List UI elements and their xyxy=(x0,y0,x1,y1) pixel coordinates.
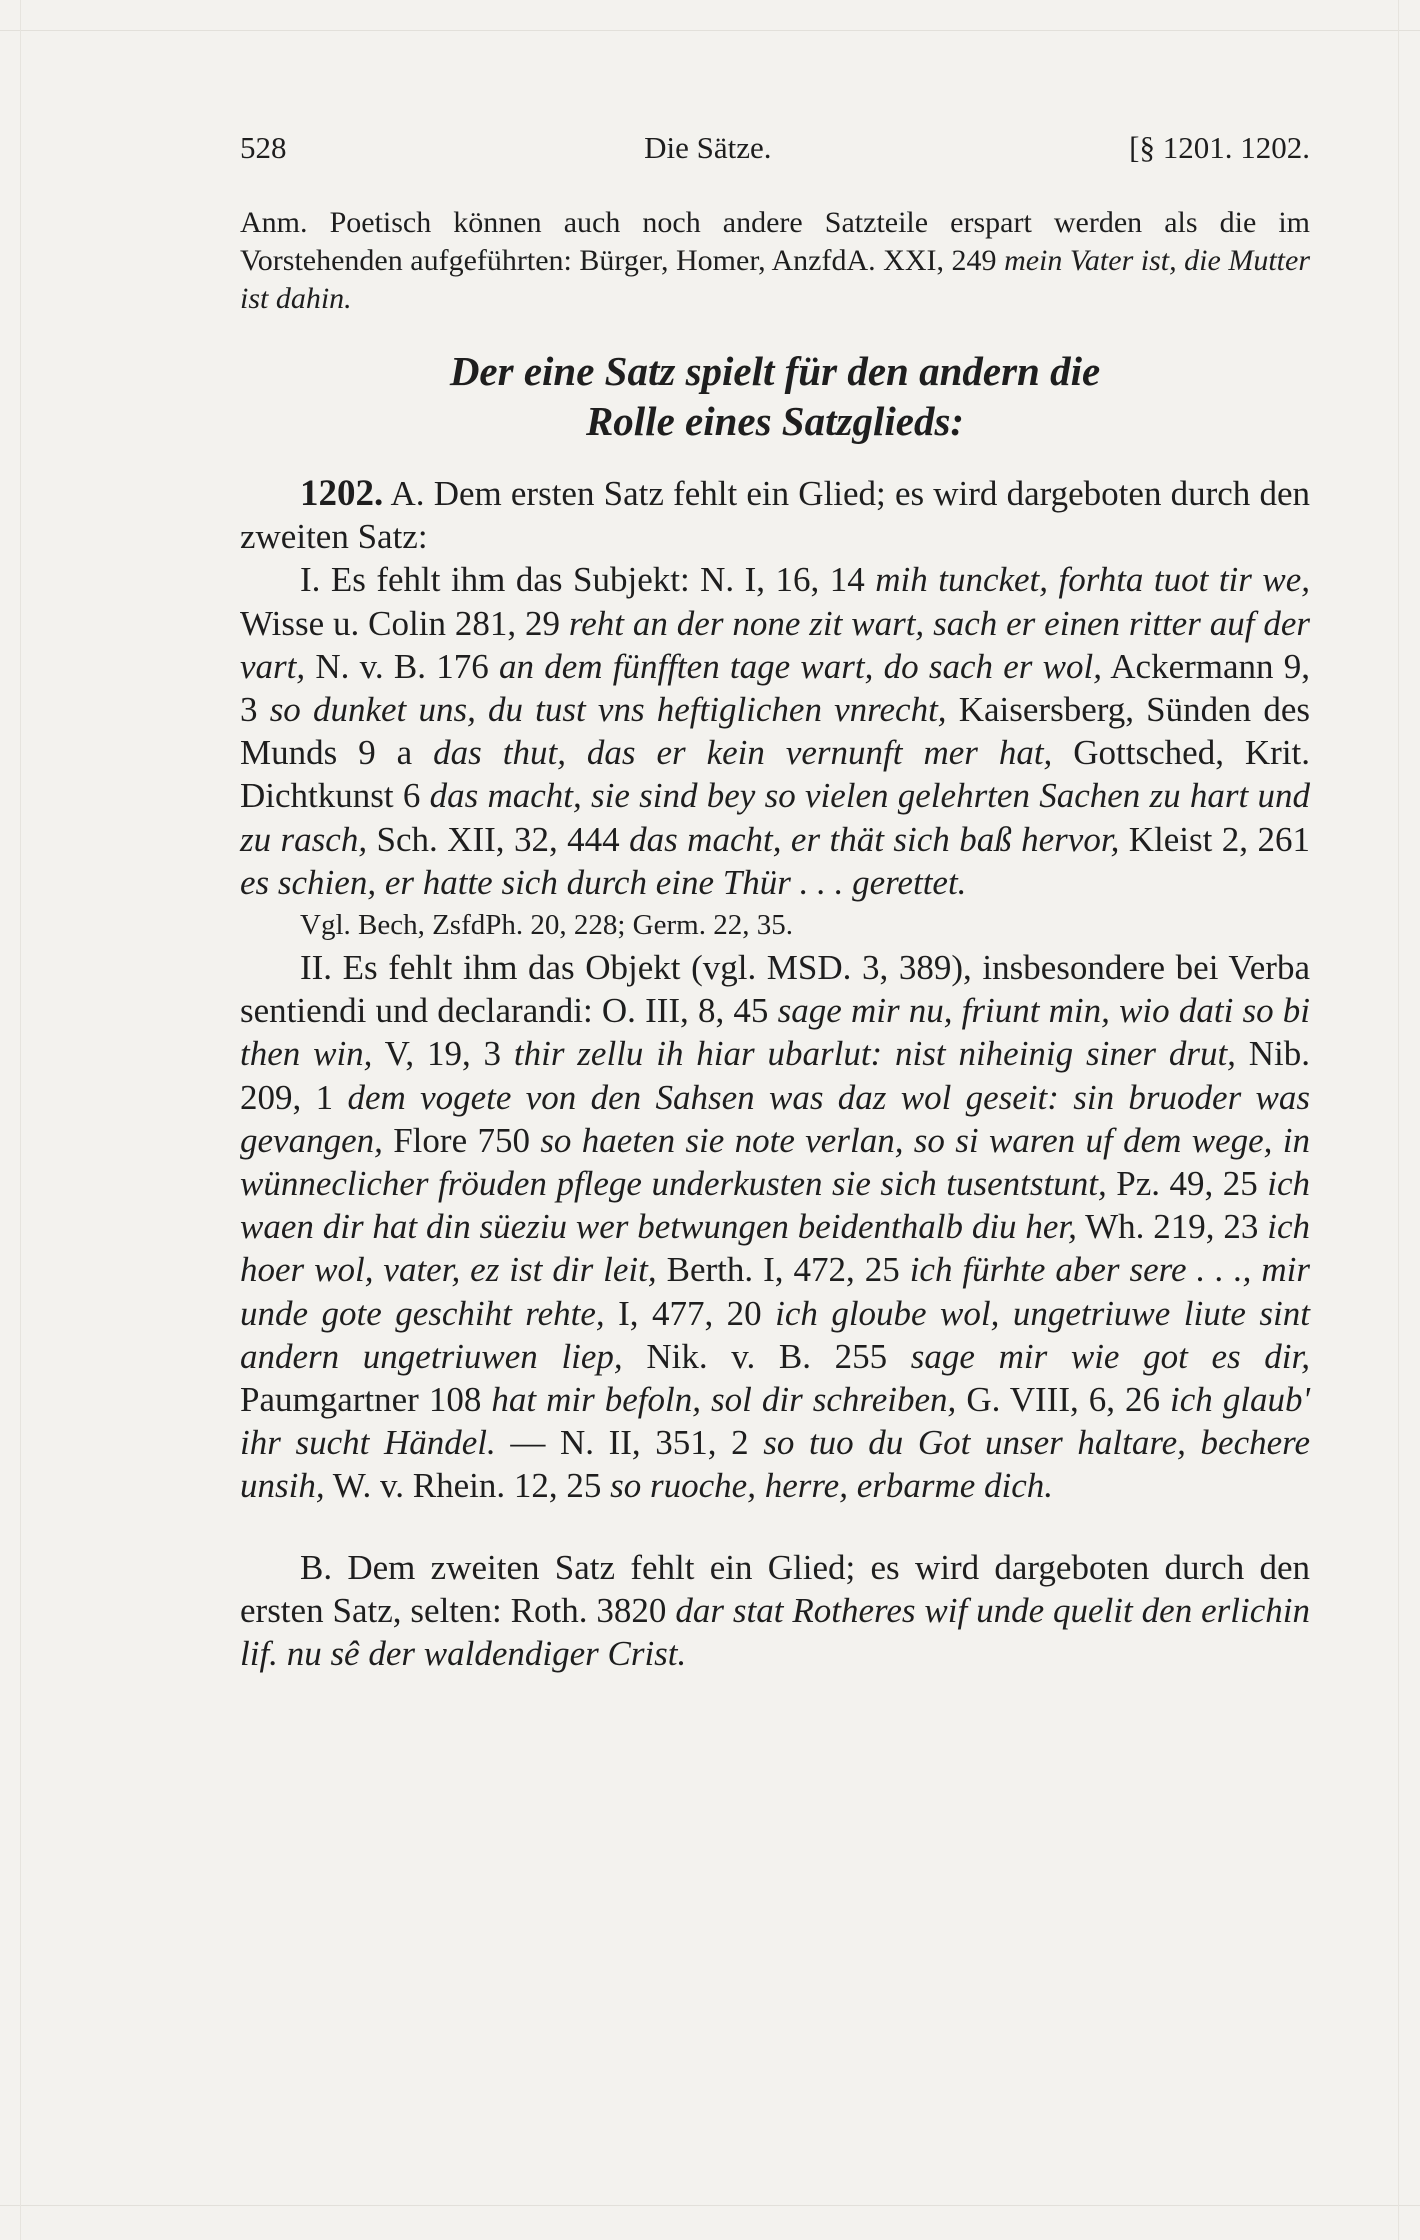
quote-run: ich glaub' ihr sucht Händel. xyxy=(240,1380,1311,1463)
quote-run: ich waen dir hat din süeziu wer betwungen beidenthalb diu her, xyxy=(240,1164,1311,1247)
quote-run: mih tuncket, forhta tuot tir we, xyxy=(875,560,1310,600)
note-quote: mein Vater ist, die Mutter ist dahin. xyxy=(240,244,1310,315)
text-run: Flore 750 xyxy=(393,1120,530,1160)
note-text: Poetisch können auch noch andere Satzteile erspart werden als die im Vorstehenden aufgeführten: Bürger, Homer, AnzfdA. XXI, 249 xyxy=(240,206,1310,277)
body-text xyxy=(240,472,1310,1675)
quote-run: das macht, sie sind bey so vielen gelehrten Sachen zu hart und zu rasch, xyxy=(240,776,1310,859)
running-title: Die Sätze. xyxy=(644,130,772,165)
note-label: Anm. xyxy=(240,206,308,239)
paragraph-text: A. Dem ersten Satz fehlt ein Glied; es wird dargeboten durch den zweiten Satz: xyxy=(240,474,1311,557)
scan-edge xyxy=(20,0,21,2240)
quote-run: ich hoer wol, vater, ez ist dir leit, xyxy=(240,1207,1310,1290)
text-run: I, 477, 20 xyxy=(618,1293,762,1333)
quote-run: hat mir befoln, sol dir schreiben, xyxy=(491,1380,957,1420)
text-run: Sch. XII, 32, 444 xyxy=(376,819,620,859)
quote-run: dem vogete von den Sahsen was daz wol geseit: sin bruoder was gevangen, xyxy=(240,1077,1311,1160)
text-run: G. VIII, 6, 26 xyxy=(966,1380,1161,1420)
text-run: Wh. 219, 23 xyxy=(1085,1207,1259,1247)
quote-run: so haeten sie note verlan, so si waren uf dem wege, in wünneclicher fröuden pflege underkusten sie sich tusentstunt, xyxy=(240,1120,1310,1204)
scan-edge xyxy=(1398,0,1399,2240)
quote-run: thir zellu ih hiar ubarlut: nist niheinig siner drut, xyxy=(513,1034,1236,1074)
text-run: Kleist 2, 261 xyxy=(1128,819,1310,859)
reference-note: Vgl. Bech, ZsfdPh. 20, 228; Germ. 22, 35. xyxy=(300,909,793,942)
quote-run: sage mir wie got es dir, xyxy=(910,1336,1311,1376)
text-run: Ackermann 9, 3 xyxy=(240,646,1311,730)
text-run: Wisse u. Colin 281, 29 xyxy=(240,603,561,643)
text-run: Nib. 209, 1 xyxy=(240,1034,1311,1117)
section-number: 1202. xyxy=(300,473,384,514)
scan-line xyxy=(0,2205,1420,2206)
running-header xyxy=(240,130,1310,166)
text-run: N. v. B. 176 xyxy=(315,646,489,686)
quote-run: ich fürhte aber sere . . ., mir unde gote geschiht rehte, xyxy=(240,1250,1311,1333)
heading-line-2: Rolle eines Satzglieds: xyxy=(585,398,965,444)
quote-run: dar stat Rotheres wif unde quelit den erlichin lif. xyxy=(240,1590,1310,1674)
text-run: — N. II, 351, 2 xyxy=(510,1423,749,1463)
quote-run: es schien, er hatte sich durch eine Thür . . . gerettet. xyxy=(240,862,967,902)
quote-run: nu sê der waldendiger Crist. xyxy=(286,1634,687,1674)
page-text xyxy=(240,130,1310,1675)
quote-run: so tuo du Got unser haltare, bechere unsih, xyxy=(240,1423,1310,1506)
text-run: B. Dem zweiten Satz fehlt ein Glied; es wird dargeboten durch den ersten Satz, selten: Roth. 3820 xyxy=(240,1547,1310,1630)
annotation xyxy=(240,204,1310,318)
paragraph-subjekt xyxy=(240,558,1310,904)
section-range: [§ 1201. 1202. xyxy=(1129,130,1310,165)
text-run: Kaisersberg, Sünden des Munds 9 a xyxy=(240,690,1311,773)
text-run: W. v. Rhein. 12, 25 xyxy=(332,1466,602,1506)
text-run: Pz. 49, 25 xyxy=(1116,1164,1258,1204)
spacer xyxy=(240,1508,1310,1546)
quote-run: reht an der none zit wart, sach er einen ritter auf der vart, xyxy=(240,603,1310,686)
page-number: 528 xyxy=(240,130,287,165)
heading-line-1: Der eine Satz spielt für den andern die xyxy=(449,348,1101,394)
text-run: Gottsched, Krit. Dichtkunst 6 xyxy=(240,733,1311,816)
quote-run: das macht, er thät sich baß hervor, xyxy=(629,819,1120,859)
quote-run: so ruoche, herre, erbarme dich. xyxy=(610,1466,1054,1506)
text-run: Berth. I, 472, 25 xyxy=(666,1250,900,1290)
text-run: Nik. v. B. 255 xyxy=(646,1336,888,1376)
paragraph-objekt xyxy=(240,946,1310,1508)
section-heading xyxy=(250,346,1300,446)
quote-run: sage mir nu, friunt min, wio dati so bi then win, xyxy=(240,991,1310,1074)
quote-run: ich gloube wol, ungetriuwe liute sint andern ungetriuwen liep, xyxy=(240,1293,1310,1376)
text-run: V, 19, 3 xyxy=(384,1034,502,1074)
quote-run: das thut, das er kein vernunft mer hat, xyxy=(433,733,1053,773)
text-run: I. Es fehlt ihm das Subjekt: N. I, 16, 14 xyxy=(300,560,865,600)
paragraph-1202 xyxy=(240,472,1310,558)
quote-run: so dunket uns, du tust vns heftiglichen vnrecht, xyxy=(269,690,947,730)
scan-line xyxy=(0,30,1420,31)
paragraph-b xyxy=(240,1546,1310,1676)
quote-run: an dem fünfften tage wart, do sach er wol, xyxy=(498,646,1102,686)
text-run: Paumgartner 108 xyxy=(240,1380,482,1420)
text-run: II. Es fehlt ihm das Objekt (vgl. MSD. 3, 389), insbesondere bei Verba sentiendi und declarandi: O. III, 8, 45 xyxy=(240,948,1310,1031)
